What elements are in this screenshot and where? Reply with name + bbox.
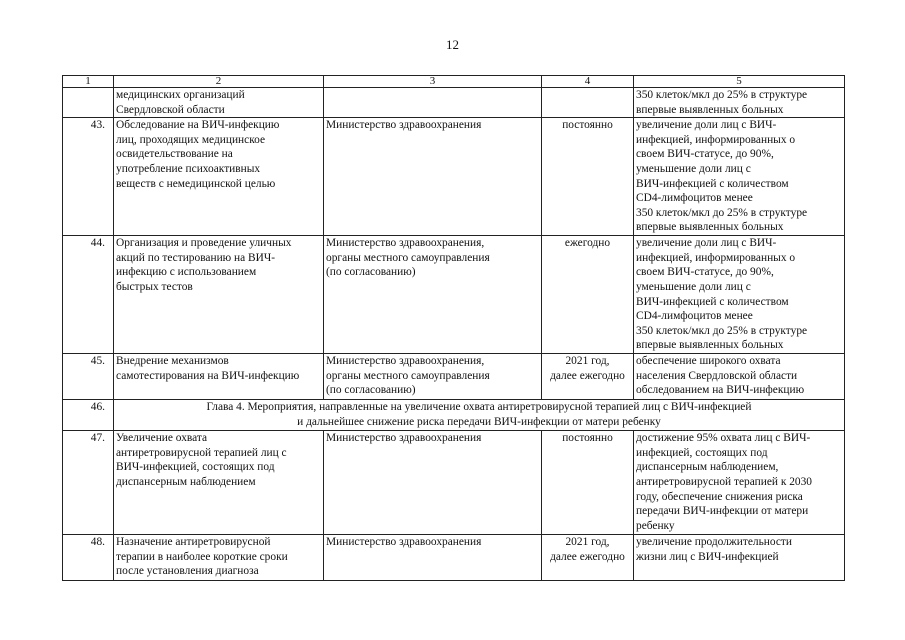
- header-col-1: 1: [63, 76, 114, 88]
- header-col-5: 5: [634, 76, 845, 88]
- table-row: [63, 535, 845, 581]
- table-row: [63, 354, 845, 400]
- row-number: 46.: [63, 400, 114, 431]
- result-cell: обеспечение широкого охвата населения Свердловской области обследованием на ВИЧ-инфекцию: [634, 354, 845, 400]
- executor-cell: Министерство здравоохранения: [324, 535, 542, 581]
- result-cell: 350 клеток/мкл до 25% в структуре впервые выявленных больных: [634, 88, 845, 118]
- result-cell: увеличение доли лиц с ВИЧ- инфекцией, информированных о своем ВИЧ-статусе, до 90%, уменьшение доли лиц с ВИЧ-инфекцией с количеством CD4-лимфоцитов менее 350 клеток/мкл до 25% в структуре впервые выявленных больных: [634, 118, 845, 236]
- result-cell: увеличение продолжительности жизни лиц с ВИЧ-инфекцией: [634, 535, 845, 581]
- result-cell: достижение 95% охвата лиц с ВИЧ- инфекцией, состоящих под диспансерным наблюдением, антиретровирусной терапией к 2030 году, обеспечение снижения риска передачи ВИЧ-инфекции от матери ребенку: [634, 431, 845, 535]
- activity-cell: Организация и проведение уличных акций по тестированию на ВИЧ- инфекцию с использованием быстрых тестов: [114, 236, 324, 354]
- executor-cell: Министерство здравоохранения, органы местного самоуправления (по согласованию): [324, 236, 542, 354]
- header-col-3: 3: [324, 76, 542, 88]
- result-cell: увеличение доли лиц с ВИЧ- инфекцией, информированных о своем ВИЧ-статусе, до 90%, уменьшение доли лиц с ВИЧ-инфекцией с количеством CD4-лимфоцитов менее 350 клеток/мкл до 25% в структуре впервые выявленных больных: [634, 236, 845, 354]
- period-cell: 2021 год, далее ежегодно: [542, 535, 634, 581]
- row-number: 47.: [63, 431, 114, 535]
- row-number: 44.: [63, 236, 114, 354]
- table-row: [63, 118, 845, 236]
- table-row: [63, 236, 845, 354]
- table-row: [63, 431, 845, 535]
- chapter-heading: Глава 4. Мероприятия, направленные на увеличение охвата антиретровирусной терапией лиц с ВИЧ-инфекцией и дальнейшее снижение риска передачи ВИЧ-инфекции от матери ребенку: [114, 400, 845, 431]
- activity-cell: Увеличение охвата антиретровирусной терапией лиц с ВИЧ-инфекцией, состоящих под диспансерным наблюдением: [114, 431, 324, 535]
- table-header-row: [63, 76, 845, 88]
- period-cell: постоянно: [542, 431, 634, 535]
- activity-cell: Обследование на ВИЧ-инфекцию лиц, проходящих медицинское освидетельствование на употребление психоактивных веществ с немедицинской целью: [114, 118, 324, 236]
- row-number: 43.: [63, 118, 114, 236]
- activity-cell: Назначение антиретровирусной терапии в наиболее короткие сроки после установления диагноза: [114, 535, 324, 581]
- activity-cell: Внедрение механизмов самотестирования на ВИЧ-инфекцию: [114, 354, 324, 400]
- executor-cell: Министерство здравоохранения: [324, 118, 542, 236]
- executor-cell: [324, 88, 542, 118]
- page-number: 12: [446, 37, 459, 52]
- table-row: [63, 88, 845, 118]
- period-cell: 2021 год, далее ежегодно: [542, 354, 634, 400]
- row-number: 48.: [63, 535, 114, 581]
- chapter-row: [63, 400, 845, 431]
- header-col-2: 2: [114, 76, 324, 88]
- period-cell: ежегодно: [542, 236, 634, 354]
- executor-cell: Министерство здравоохранения: [324, 431, 542, 535]
- measures-table: [62, 75, 845, 581]
- row-number: [63, 88, 114, 118]
- header-col-4: 4: [542, 76, 634, 88]
- activity-cell: медицинских организаций Свердловской области: [114, 88, 324, 118]
- period-cell: [542, 88, 634, 118]
- row-number: 45.: [63, 354, 114, 400]
- executor-cell: Министерство здравоохранения, органы местного самоуправления (по согласованию): [324, 354, 542, 400]
- period-cell: постоянно: [542, 118, 634, 236]
